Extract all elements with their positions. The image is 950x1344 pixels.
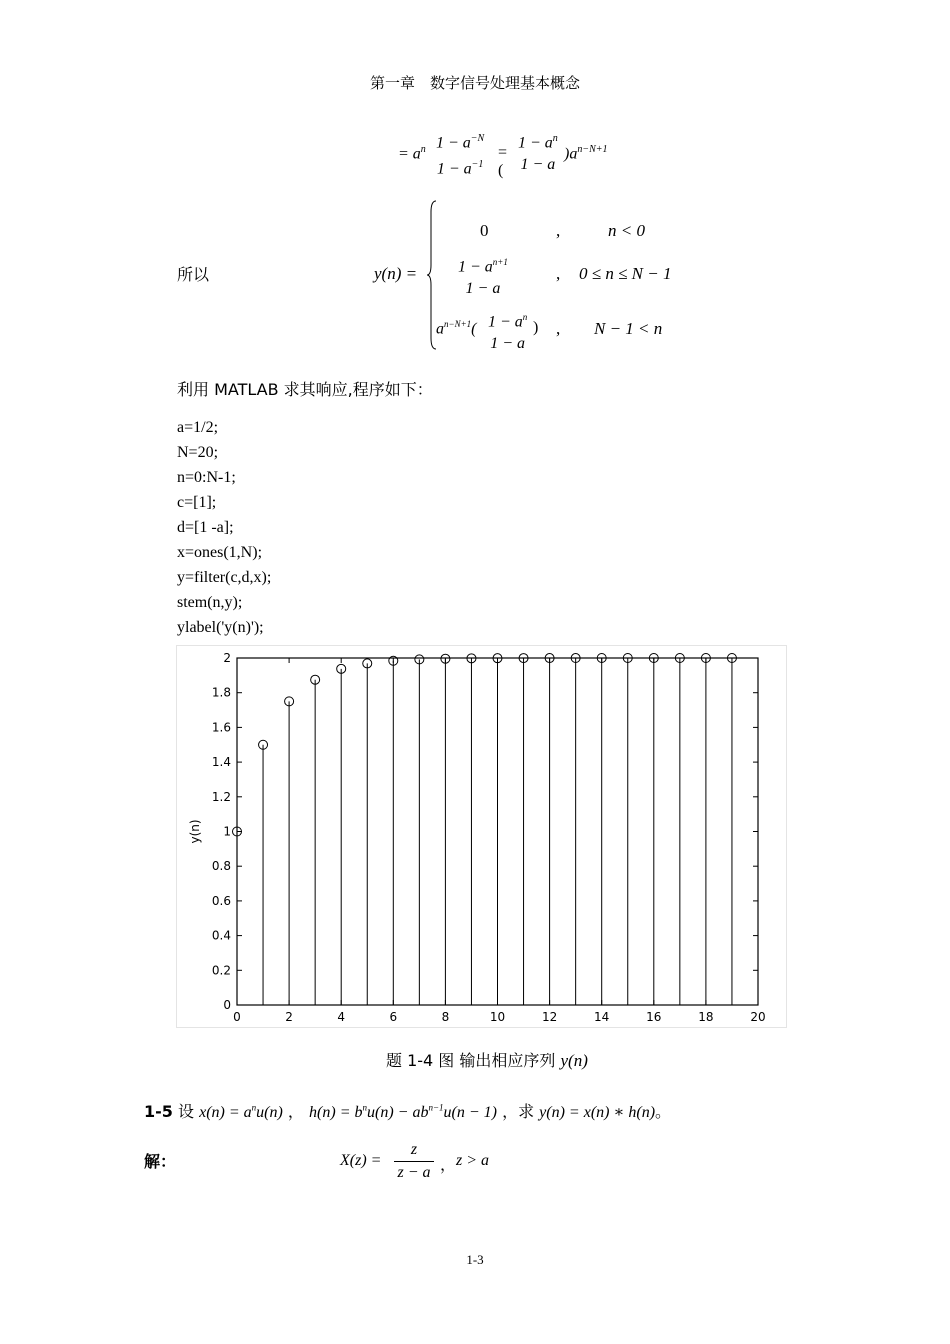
conclusion-label: 所以 <box>177 265 210 284</box>
x-tick-label: 0 <box>233 1010 241 1024</box>
y-tick-label: 2 <box>223 651 231 665</box>
piecewise-case-1: 0 <box>480 221 489 240</box>
code-line: N=20; <box>177 444 219 461</box>
y-tick-label: 0 <box>223 998 231 1012</box>
y-tick-label: 1.2 <box>211 789 231 804</box>
piecewise-lhs: y(n) = <box>374 264 418 283</box>
piecewise-cond-2: 0 ≤ n ≤ N − 1 <box>579 264 672 283</box>
piecewise-comma-2: , <box>556 264 561 283</box>
matlab-code <box>177 415 271 640</box>
piecewise-cond-1: n < 0 <box>608 221 645 240</box>
y-tick-label: 0.8 <box>211 859 231 874</box>
code-line: y=filter(c,d,x); <box>177 569 272 586</box>
y-tick-label: 1.6 <box>211 720 231 735</box>
x-tick-label: 8 <box>441 1010 450 1024</box>
x-tick-label: 2 <box>285 1010 293 1024</box>
code-line: a=1/2; <box>177 419 219 436</box>
y-tick-label: 0.6 <box>211 893 231 908</box>
piecewise-case-2: $1 - a^{n+1}$ 1 − a <box>458 257 508 298</box>
x-tick-label: 18 <box>698 1010 714 1024</box>
x-tick-label: 16 <box>646 1010 662 1024</box>
piecewise-comma-1: , <box>556 221 561 240</box>
matlab-intro: 利用 MATLAB 求其响应,程序如下： <box>177 380 433 399</box>
y-tick-label: 1.4 <box>211 755 231 770</box>
problem-statement: 1-5 设 $x(n) = a^nu(n)$ ， $h(n) = b^nu(n) - ab^{n-1}u(n - 1)$ ，求 y(n) = x(n) ∗ h(n)。 <box>144 1102 672 1121</box>
code-line: stem(n,y); <box>177 594 243 611</box>
y-tick-label: 1.8 <box>211 685 231 700</box>
code-line: d=[1 -a]; <box>177 519 234 536</box>
x-tick-label: 10 <box>489 1010 506 1024</box>
page-number: 1-3 <box>466 1252 484 1267</box>
solution-label: 解： <box>144 1152 177 1171</box>
y-tick-label: 1 <box>223 824 231 839</box>
x-tick-label: 14 <box>594 1010 610 1024</box>
solution-equation: X(z) = $\frac{z}{z - a}$ ， z > a <box>340 1139 540 1189</box>
x-tick-label: 20 <box>750 1010 766 1024</box>
y-tick-label: 0.2 <box>211 963 231 978</box>
code-line: x=ones(1,N); <box>177 544 263 561</box>
code-line: c=[1]; <box>177 494 217 511</box>
y-tick-label: 0.4 <box>211 928 231 943</box>
code-line: ylabel('y(n)'); <box>177 619 264 636</box>
piecewise-comma-3: , <box>556 319 561 338</box>
x-tick-label: 4 <box>337 1010 346 1024</box>
chapter-header: 第一章 数字信号处理基本概念 <box>369 74 580 92</box>
y-axis-label: y(n) <box>188 819 202 844</box>
x-tick-label: 6 <box>389 1010 398 1024</box>
code-line: n=0:N-1; <box>177 469 236 486</box>
problem-number: 1-5 <box>144 1102 173 1121</box>
figure-caption: 题 1-4 图 输出相应序列 y(n) <box>386 1051 588 1070</box>
piecewise-cond-3: N − 1 < n <box>594 319 663 338</box>
x-tick-label: 12 <box>541 1010 558 1024</box>
stem-chart <box>176 645 787 1028</box>
